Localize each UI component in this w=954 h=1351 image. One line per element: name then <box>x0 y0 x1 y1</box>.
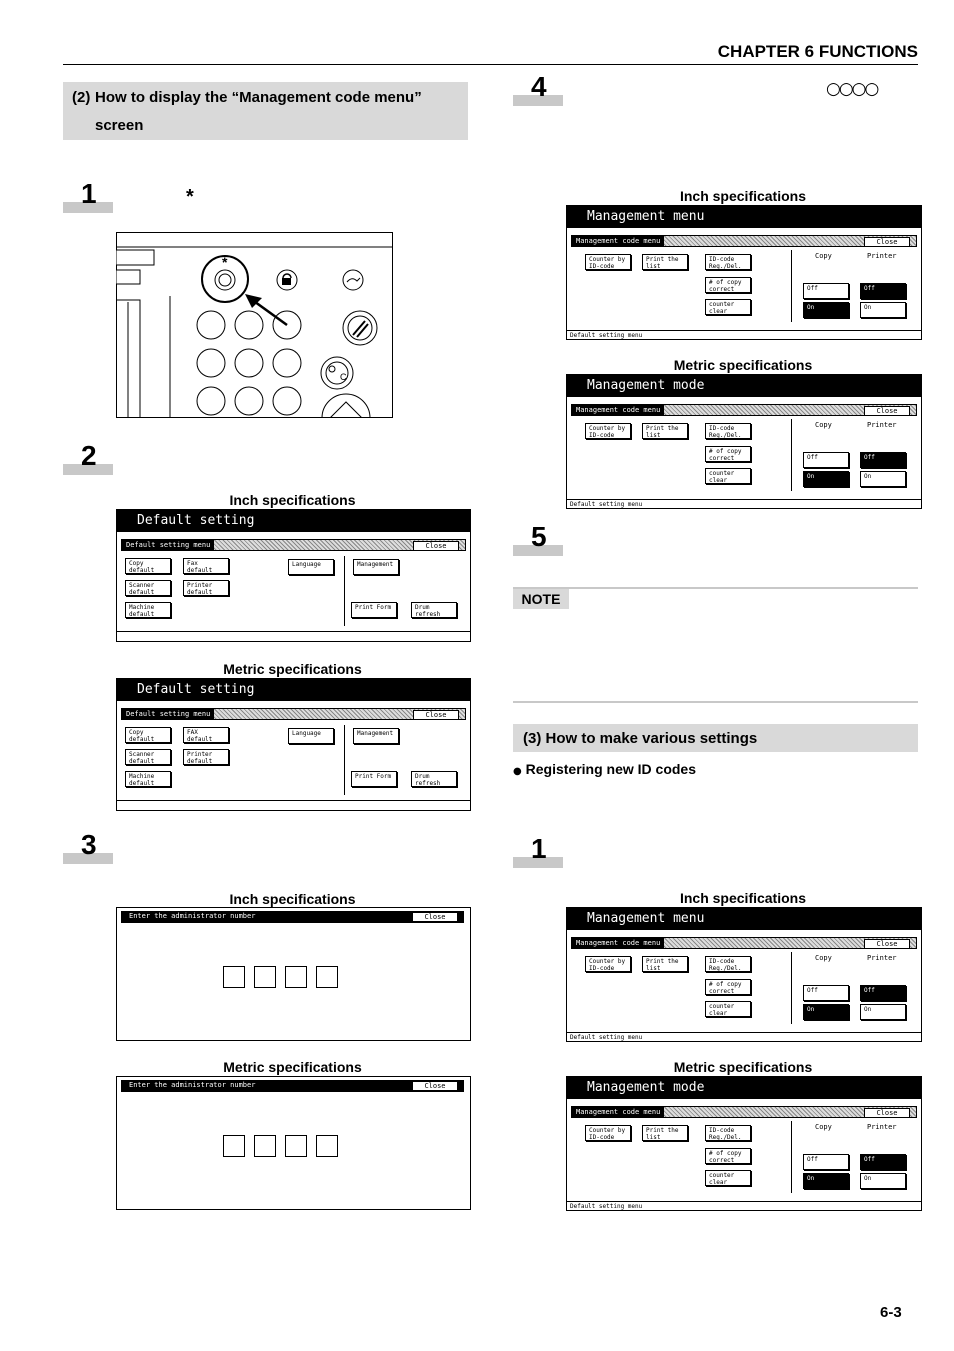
bullet-registering <box>513 761 696 777</box>
default-setting-title: Default setting <box>117 510 470 532</box>
note-label: NOTE <box>513 589 569 609</box>
step-2-number: 2 <box>81 440 97 471</box>
digit-box-1[interactable] <box>223 1135 245 1157</box>
default-setting-footer: Default setting menu <box>567 330 921 339</box>
close-button[interactable]: Close <box>412 1081 458 1091</box>
counter-clear-button[interactable]: counter clear <box>705 1001 751 1017</box>
management-title: Management menu <box>567 206 921 228</box>
step-4-marker <box>513 71 563 102</box>
machine-default-button[interactable]: Machine default <box>125 602 171 618</box>
section-2-number: (2) <box>72 89 91 106</box>
caption-mgmt-inch-2: Inch specifications <box>679 890 807 906</box>
management-mode-screen-metric-2 <box>566 1076 922 1211</box>
printer-on-button[interactable]: On <box>860 1004 906 1020</box>
digit-box-4[interactable] <box>316 1135 338 1157</box>
bullet-text: Registering new ID codes <box>525 761 696 777</box>
divider <box>791 419 792 491</box>
step-3-marker <box>63 829 113 860</box>
caption-mgmt-metric-1: Metric specifications <box>673 357 813 373</box>
copy-on-button[interactable]: On <box>803 1004 849 1020</box>
default-setting-footer: Default setting menu <box>567 1032 921 1041</box>
admin-title: Enter the administrator number <box>129 912 256 920</box>
status-footer <box>117 631 470 641</box>
copy-on-button[interactable]: On <box>803 471 849 487</box>
management-title: Management menu <box>567 908 921 930</box>
close-button[interactable]: Close <box>413 541 459 551</box>
caption-default-metric: Metric specifications <box>223 661 362 677</box>
page-number: 6-3 <box>880 1304 902 1321</box>
divider <box>791 1121 792 1193</box>
digit-box-1[interactable] <box>223 966 245 988</box>
copy-default-button[interactable]: Copy default <box>125 727 171 743</box>
printer-off-button[interactable]: Off <box>860 452 906 468</box>
digit-box-3[interactable] <box>285 966 307 988</box>
machine-default-button[interactable]: Machine default <box>125 771 171 787</box>
management-title: Management mode <box>567 375 921 397</box>
copy-correct-button[interactable]: # of copy correct <box>705 1148 751 1164</box>
copy-correct-button[interactable]: # of copy correct <box>705 277 751 293</box>
counter-by-id-button[interactable]: Counter by ID-code <box>585 254 631 270</box>
printer-on-button[interactable]: On <box>860 471 906 487</box>
printer-default-button[interactable]: Printer default <box>183 580 229 596</box>
printer-label: Printer <box>867 421 897 429</box>
drum-refresh-button[interactable]: Drum refresh <box>411 771 457 787</box>
operation-panel-illustration <box>116 232 393 418</box>
scanner-default-button[interactable]: Scanner default <box>125 749 171 765</box>
step-4-number: 4 <box>531 71 547 102</box>
language-button[interactable]: Language <box>288 559 334 575</box>
copy-off-button[interactable]: Off <box>803 452 849 468</box>
step-1b-number: 1 <box>531 833 547 864</box>
default-setting-menu-bar <box>121 708 466 720</box>
close-button[interactable]: Close <box>864 939 910 949</box>
fax-default-button[interactable]: Fax default <box>183 558 229 574</box>
print-form-button[interactable]: Print Form <box>351 771 397 787</box>
status-footer <box>117 800 470 810</box>
management-button[interactable]: Management <box>353 728 399 744</box>
admin-number-screen-inch <box>116 907 471 1041</box>
copy-off-button[interactable]: Off <box>803 1154 849 1170</box>
star-key-label: * <box>222 254 228 270</box>
printer-label: Printer <box>867 252 897 260</box>
copy-label: Copy <box>815 252 832 260</box>
copy-off-button[interactable]: Off <box>803 985 849 1001</box>
default-setting-menu-bar <box>121 539 466 551</box>
divider <box>344 725 345 795</box>
management-code-menu-label: Management code menu <box>572 1107 664 1117</box>
printer-off-button[interactable]: Off <box>860 1154 906 1170</box>
default-setting-menu-label: Default setting menu <box>122 709 214 719</box>
print-list-button[interactable]: Print the list <box>642 423 688 439</box>
default-setting-footer: Default setting menu <box>567 499 921 508</box>
step-1-number: 1 <box>81 178 97 209</box>
admin-number-screen-metric <box>116 1076 471 1210</box>
close-button[interactable]: Close <box>412 912 458 922</box>
copy-on-button[interactable]: On <box>803 302 849 318</box>
admin-title-bar <box>121 911 464 923</box>
management-code-menu-label: Management code menu <box>572 236 664 246</box>
language-button[interactable]: Language <box>288 728 334 744</box>
management-code-menu-bar <box>571 235 917 247</box>
copy-default-button[interactable]: Copy default <box>125 558 171 574</box>
section-2-title-line1: How to display the “Management code menu” <box>95 89 422 106</box>
admin-title-bar <box>121 1080 464 1092</box>
header-rule <box>63 64 918 65</box>
admin-title: Enter the administrator number <box>129 1081 256 1089</box>
id-code-reg-button[interactable]: ID-code Reg./Del. <box>705 1125 751 1141</box>
printer-off-button[interactable]: Off <box>860 283 906 299</box>
bullet-dot-icon: ● <box>513 766 522 777</box>
digit-box-4[interactable] <box>316 966 338 988</box>
management-mode-screen-metric <box>566 374 922 509</box>
close-button[interactable]: Close <box>413 710 459 720</box>
management-title: Management mode <box>567 1077 921 1099</box>
section-3-title: (3) How to make various settings <box>523 730 758 747</box>
id-code-reg-button[interactable]: ID-code Reg./Del. <box>705 423 751 439</box>
copy-off-button[interactable]: Off <box>803 283 849 299</box>
fax-default-button[interactable]: FAX default <box>183 727 229 743</box>
default-setting-footer: Default setting menu <box>567 1201 921 1210</box>
copy-on-button[interactable]: On <box>803 1173 849 1189</box>
management-code-menu-bar <box>571 937 917 949</box>
print-form-button[interactable]: Print Form <box>351 602 397 618</box>
step-3-number: 3 <box>81 829 97 860</box>
digit-box-2[interactable] <box>254 966 276 988</box>
management-button[interactable]: Management <box>353 559 399 575</box>
digit-box-2[interactable] <box>254 1135 276 1157</box>
id-code-reg-button[interactable]: ID-code Reg./Del. <box>705 956 751 972</box>
copy-correct-button[interactable]: # of copy correct <box>705 446 751 462</box>
print-list-button[interactable]: Print the list <box>642 956 688 972</box>
close-button[interactable]: Close <box>864 237 910 247</box>
note-top-rule <box>513 587 918 589</box>
id-code-reg-button[interactable]: ID-code Reg./Del. <box>705 254 751 270</box>
management-code-menu-bar <box>571 404 917 416</box>
caption-admin-inch: Inch specifications <box>229 891 356 907</box>
close-button[interactable]: Close <box>864 1108 910 1118</box>
default-setting-screen-inch <box>116 509 471 642</box>
close-button[interactable]: Close <box>864 406 910 416</box>
step-5-marker <box>513 521 563 552</box>
printer-label: Printer <box>867 954 897 962</box>
step-1-symbol: * <box>186 186 194 208</box>
divider <box>344 556 345 626</box>
caption-admin-metric: Metric specifications <box>223 1059 362 1075</box>
caption-default-inch: Inch specifications <box>229 492 356 508</box>
counter-clear-button[interactable]: counter clear <box>705 468 751 484</box>
management-menu-screen-inch-2 <box>566 907 922 1042</box>
step-5-number: 5 <box>531 521 547 552</box>
digit-box-3[interactable] <box>285 1135 307 1157</box>
printer-label: Printer <box>867 1123 897 1131</box>
management-menu-screen-inch <box>566 205 922 340</box>
default-setting-menu-label: Default setting menu <box>122 540 214 550</box>
printer-on-button[interactable]: On <box>860 302 906 318</box>
section-2-title-line2: screen <box>95 117 144 134</box>
drum-refresh-button[interactable]: Drum refresh <box>411 602 457 618</box>
section-3-heading <box>513 724 918 752</box>
step-4-circles: ○○○○ <box>826 79 878 99</box>
print-list-button[interactable]: Print the list <box>642 1125 688 1141</box>
copy-label: Copy <box>815 421 832 429</box>
counter-by-id-button[interactable]: Counter by ID-code <box>585 956 631 972</box>
chapter-heading: CHAPTER 6 FUNCTIONS <box>717 42 918 61</box>
counter-by-id-button[interactable]: Counter by ID-code <box>585 1125 631 1141</box>
copy-correct-button[interactable]: # of copy correct <box>705 979 751 995</box>
scanner-default-button[interactable]: Scanner default <box>125 580 171 596</box>
note-bottom-rule <box>513 701 918 703</box>
counter-clear-button[interactable]: counter clear <box>705 1170 751 1186</box>
management-code-menu-bar <box>571 1106 917 1118</box>
management-code-menu-label: Management code menu <box>572 405 664 415</box>
caption-mgmt-metric-2: Metric specifications <box>673 1059 813 1075</box>
divider <box>791 250 792 322</box>
default-setting-title: Default setting <box>117 679 470 701</box>
copy-label: Copy <box>815 1123 832 1131</box>
print-list-button[interactable]: Print the list <box>642 254 688 270</box>
operation-panel-drawing <box>116 232 393 418</box>
counter-by-id-button[interactable]: Counter by ID-code <box>585 423 631 439</box>
step-1b-marker <box>513 833 563 864</box>
divider <box>791 952 792 1024</box>
step-1-marker <box>63 178 113 209</box>
copy-label: Copy <box>815 954 832 962</box>
section-2-heading <box>63 82 468 140</box>
caption-mgmt-inch-1: Inch specifications <box>679 188 807 204</box>
counter-clear-button[interactable]: counter clear <box>705 299 751 315</box>
management-code-menu-label: Management code menu <box>572 938 664 948</box>
step-2-marker <box>63 440 113 471</box>
printer-off-button[interactable]: Off <box>860 985 906 1001</box>
printer-default-button[interactable]: Printer default <box>183 749 229 765</box>
printer-on-button[interactable]: On <box>860 1173 906 1189</box>
clear-key-label: C <box>340 372 347 382</box>
default-setting-screen-metric <box>116 678 471 811</box>
